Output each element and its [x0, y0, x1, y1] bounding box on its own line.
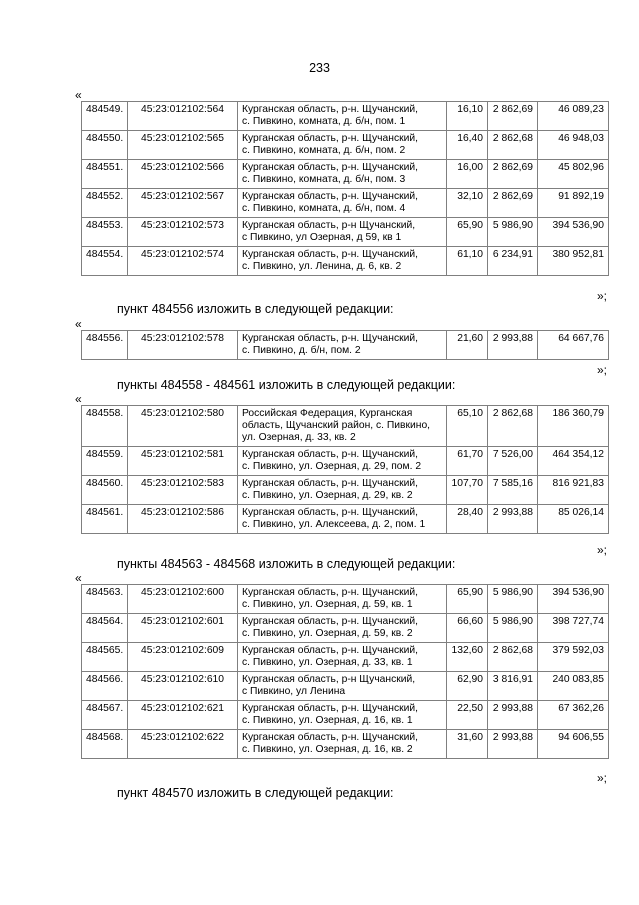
cadastral-value-cell: 45 802,96	[538, 160, 609, 189]
cadastral-number-cell: 45:23:012102:610	[128, 672, 238, 701]
cadastral-number-cell: 45:23:012102:622	[128, 730, 238, 759]
cadastral-number-cell: 45:23:012102:586	[128, 505, 238, 534]
cadastral-value-cell: 46 089,23	[538, 102, 609, 131]
address-line: Курганская область, р-н. Щучанский,	[242, 507, 418, 518]
amendment-instruction: пункт 484570 изложить в следующей редакции:	[117, 786, 394, 800]
price-per-unit-cell: 2 862,69	[488, 160, 538, 189]
cadastral-value-cell: 379 592,03	[538, 643, 609, 672]
address-line: с. Пивкино, комната, д. б/н, пом. 3	[242, 174, 406, 185]
address-line: Курганская область, р-н Щучанский,	[242, 674, 416, 685]
cadastral-number-cell: 45:23:012102:566	[128, 160, 238, 189]
address-line: Российская Федерация, Курганская	[242, 408, 413, 419]
address-cell	[238, 189, 447, 218]
item-number-cell: 484558.	[82, 406, 128, 447]
item-number-cell: 484554.	[82, 247, 128, 276]
area-cell: 65,90	[447, 218, 488, 247]
address-line: с Пивкино, ул Озерная, д 59, кв 1	[242, 232, 402, 243]
price-per-unit-cell: 5 986,90	[488, 585, 538, 614]
opening-quote: «	[75, 571, 82, 585]
table-row	[82, 189, 609, 218]
item-number-cell: 484551.	[82, 160, 128, 189]
cadastral-value-cell: 94 606,55	[538, 730, 609, 759]
amendment-instruction: пункты 484558 - 484561 изложить в следующей редакции:	[117, 378, 456, 392]
cadastral-number-cell: 45:23:012102:581	[128, 447, 238, 476]
address-cell	[238, 585, 447, 614]
address-line: Курганская область, р-н. Щучанский,	[242, 645, 418, 656]
item-number-cell: 484568.	[82, 730, 128, 759]
price-per-unit-cell: 2 993,88	[488, 730, 538, 759]
opening-quote: «	[75, 317, 82, 331]
address-line: Курганская область, р-н. Щучанский,	[242, 191, 418, 202]
area-cell: 22,50	[447, 701, 488, 730]
registry-table	[81, 584, 609, 759]
cadastral-value-cell: 67 362,26	[538, 701, 609, 730]
address-cell	[238, 643, 447, 672]
address-line: область, Щучанский район, с. Пивкино,	[242, 420, 431, 431]
price-per-unit-cell: 2 862,69	[488, 102, 538, 131]
closing-quote: »;	[596, 289, 607, 303]
price-per-unit-cell: 2 862,68	[488, 406, 538, 447]
item-number-cell: 484556.	[82, 331, 128, 360]
address-cell	[238, 730, 447, 759]
cadastral-value-cell: 64 667,76	[538, 331, 609, 360]
area-cell: 61,10	[447, 247, 488, 276]
price-per-unit-cell: 6 234,91	[488, 247, 538, 276]
item-number-cell: 484564.	[82, 614, 128, 643]
address-line: с. Пивкино, комната, д. б/н, пом. 4	[242, 203, 406, 214]
table-row	[82, 614, 609, 643]
area-cell: 16,40	[447, 131, 488, 160]
item-number-cell: 484549.	[82, 102, 128, 131]
cadastral-number-cell: 45:23:012102:564	[128, 102, 238, 131]
table-row	[82, 218, 609, 247]
address-cell	[238, 505, 447, 534]
amendment-instruction: пункты 484563 - 484568 изложить в следующей редакции:	[117, 557, 456, 571]
item-number-cell: 484560.	[82, 476, 128, 505]
area-cell: 66,60	[447, 614, 488, 643]
amendment-instruction: пункт 484556 изложить в следующей редакции:	[117, 302, 394, 316]
cadastral-number-cell: 45:23:012102:621	[128, 701, 238, 730]
table-row	[82, 102, 609, 131]
price-per-unit-cell: 7 526,00	[488, 447, 538, 476]
cadastral-number-cell: 45:23:012102:565	[128, 131, 238, 160]
address-line: ул. Озерная, д. 33, кв. 2	[242, 432, 356, 443]
area-cell: 132,60	[447, 643, 488, 672]
closing-quote: »;	[596, 543, 607, 557]
table-row	[82, 406, 609, 447]
cadastral-number-cell: 45:23:012102:573	[128, 218, 238, 247]
item-number-cell: 484565.	[82, 643, 128, 672]
opening-quote: «	[75, 392, 82, 406]
cadastral-number-cell: 45:23:012102:583	[128, 476, 238, 505]
cadastral-value-cell: 85 026,14	[538, 505, 609, 534]
price-per-unit-cell: 5 986,90	[488, 614, 538, 643]
address-line: Курганская область, р-н. Щучанский,	[242, 703, 418, 714]
cadastral-value-cell: 380 952,81	[538, 247, 609, 276]
opening-quote: «	[75, 88, 82, 102]
closing-quote: »;	[596, 363, 607, 377]
address-line: Курганская область, р-н Щучанский,	[242, 220, 416, 231]
cadastral-value-cell: 398 727,74	[538, 614, 609, 643]
item-number-cell: 484563.	[82, 585, 128, 614]
cadastral-number-cell: 45:23:012102:601	[128, 614, 238, 643]
cadastral-number-cell: 45:23:012102:580	[128, 406, 238, 447]
table-row	[82, 447, 609, 476]
table-row	[82, 672, 609, 701]
price-per-unit-cell: 3 816,91	[488, 672, 538, 701]
item-number-cell: 484550.	[82, 131, 128, 160]
address-line: с. Пивкино, ул. Озерная, д. 59, кв. 1	[242, 599, 413, 610]
address-line: Курганская область, р-н. Щучанский,	[242, 449, 418, 460]
price-per-unit-cell: 2 862,68	[488, 643, 538, 672]
item-number-cell: 484561.	[82, 505, 128, 534]
item-number-cell: 484559.	[82, 447, 128, 476]
address-line: с. Пивкино, д. б/н, пом. 2	[242, 345, 361, 356]
table-row	[82, 701, 609, 730]
area-cell: 62,90	[447, 672, 488, 701]
cadastral-value-cell: 186 360,79	[538, 406, 609, 447]
area-cell: 107,70	[447, 476, 488, 505]
cadastral-value-cell: 464 354,12	[538, 447, 609, 476]
price-per-unit-cell: 5 986,90	[488, 218, 538, 247]
closing-quote: »;	[596, 771, 607, 785]
cadastral-value-cell: 91 892,19	[538, 189, 609, 218]
cadastral-number-cell: 45:23:012102:609	[128, 643, 238, 672]
address-line: с. Пивкино, ул. Озерная, д. 16, кв. 1	[242, 715, 413, 726]
address-cell	[238, 331, 447, 360]
cadastral-number-cell: 45:23:012102:574	[128, 247, 238, 276]
address-cell	[238, 447, 447, 476]
address-cell	[238, 218, 447, 247]
price-per-unit-cell: 2 862,68	[488, 131, 538, 160]
area-cell: 21,60	[447, 331, 488, 360]
table-row	[82, 247, 609, 276]
address-line: с Пивкино, ул Ленина	[242, 686, 346, 697]
table-row	[82, 331, 609, 360]
area-cell: 61,70	[447, 447, 488, 476]
item-number-cell: 484552.	[82, 189, 128, 218]
address-line: с. Пивкино, ул. Озерная, д. 16, кв. 2	[242, 744, 413, 755]
price-per-unit-cell: 2 993,88	[488, 331, 538, 360]
registry-table	[81, 405, 609, 534]
page-number: 233	[309, 61, 330, 75]
address-line: Курганская область, р-н. Щучанский,	[242, 133, 418, 144]
address-line: с. Пивкино, ул. Озерная, д. 29, пом. 2	[242, 461, 422, 472]
address-cell	[238, 672, 447, 701]
price-per-unit-cell: 7 585,16	[488, 476, 538, 505]
item-number-cell: 484566.	[82, 672, 128, 701]
address-cell	[238, 102, 447, 131]
table-row	[82, 476, 609, 505]
table-row	[82, 730, 609, 759]
address-line: с. Пивкино, ул. Ленина, д. 6, кв. 2	[242, 261, 402, 272]
table-row	[82, 505, 609, 534]
item-number-cell: 484567.	[82, 701, 128, 730]
price-per-unit-cell: 2 862,69	[488, 189, 538, 218]
address-line: Курганская область, р-н. Щучанский,	[242, 333, 418, 344]
area-cell: 65,90	[447, 585, 488, 614]
address-cell	[238, 406, 447, 447]
table-row	[82, 585, 609, 614]
address-line: с. Пивкино, комната, д. б/н, пом. 2	[242, 145, 406, 156]
price-per-unit-cell: 2 993,88	[488, 701, 538, 730]
address-line: Курганская область, р-н. Щучанский,	[242, 104, 418, 115]
cadastral-value-cell: 394 536,90	[538, 218, 609, 247]
cadastral-value-cell: 394 536,90	[538, 585, 609, 614]
address-line: Курганская область, р-н. Щучанский,	[242, 616, 418, 627]
address-line: Курганская область, р-н. Щучанский,	[242, 478, 418, 489]
area-cell: 32,10	[447, 189, 488, 218]
address-cell	[238, 614, 447, 643]
address-line: Курганская область, р-н. Щучанский,	[242, 587, 418, 598]
address-cell	[238, 476, 447, 505]
area-cell: 28,40	[447, 505, 488, 534]
cadastral-number-cell: 45:23:012102:578	[128, 331, 238, 360]
address-cell	[238, 247, 447, 276]
table-row	[82, 160, 609, 189]
address-line: с. Пивкино, ул. Озерная, д. 59, кв. 2	[242, 628, 413, 639]
address-line: с. Пивкино, комната, д. б/н, пом. 1	[242, 116, 406, 127]
area-cell: 65,10	[447, 406, 488, 447]
address-cell	[238, 701, 447, 730]
address-line: Курганская область, р-н. Щучанский,	[242, 249, 418, 260]
table-row	[82, 643, 609, 672]
cadastral-number-cell: 45:23:012102:567	[128, 189, 238, 218]
cadastral-number-cell: 45:23:012102:600	[128, 585, 238, 614]
area-cell: 31,60	[447, 730, 488, 759]
address-line: Курганская область, р-н. Щучанский,	[242, 732, 418, 743]
address-cell	[238, 160, 447, 189]
table-row	[82, 131, 609, 160]
area-cell: 16,10	[447, 102, 488, 131]
registry-table	[81, 101, 609, 276]
address-cell	[238, 131, 447, 160]
cadastral-value-cell: 240 083,85	[538, 672, 609, 701]
address-line: с. Пивкино, ул. Алексеева, д. 2, пом. 1	[242, 519, 426, 530]
address-line: с. Пивкино, ул. Озерная, д. 33, кв. 1	[242, 657, 413, 668]
cadastral-value-cell: 46 948,03	[538, 131, 609, 160]
price-per-unit-cell: 2 993,88	[488, 505, 538, 534]
cadastral-value-cell: 816 921,83	[538, 476, 609, 505]
address-line: Курганская область, р-н. Щучанский,	[242, 162, 418, 173]
registry-table	[81, 330, 609, 360]
item-number-cell: 484553.	[82, 218, 128, 247]
address-line: с. Пивкино, ул. Озерная, д. 29, кв. 2	[242, 490, 413, 501]
area-cell: 16,00	[447, 160, 488, 189]
